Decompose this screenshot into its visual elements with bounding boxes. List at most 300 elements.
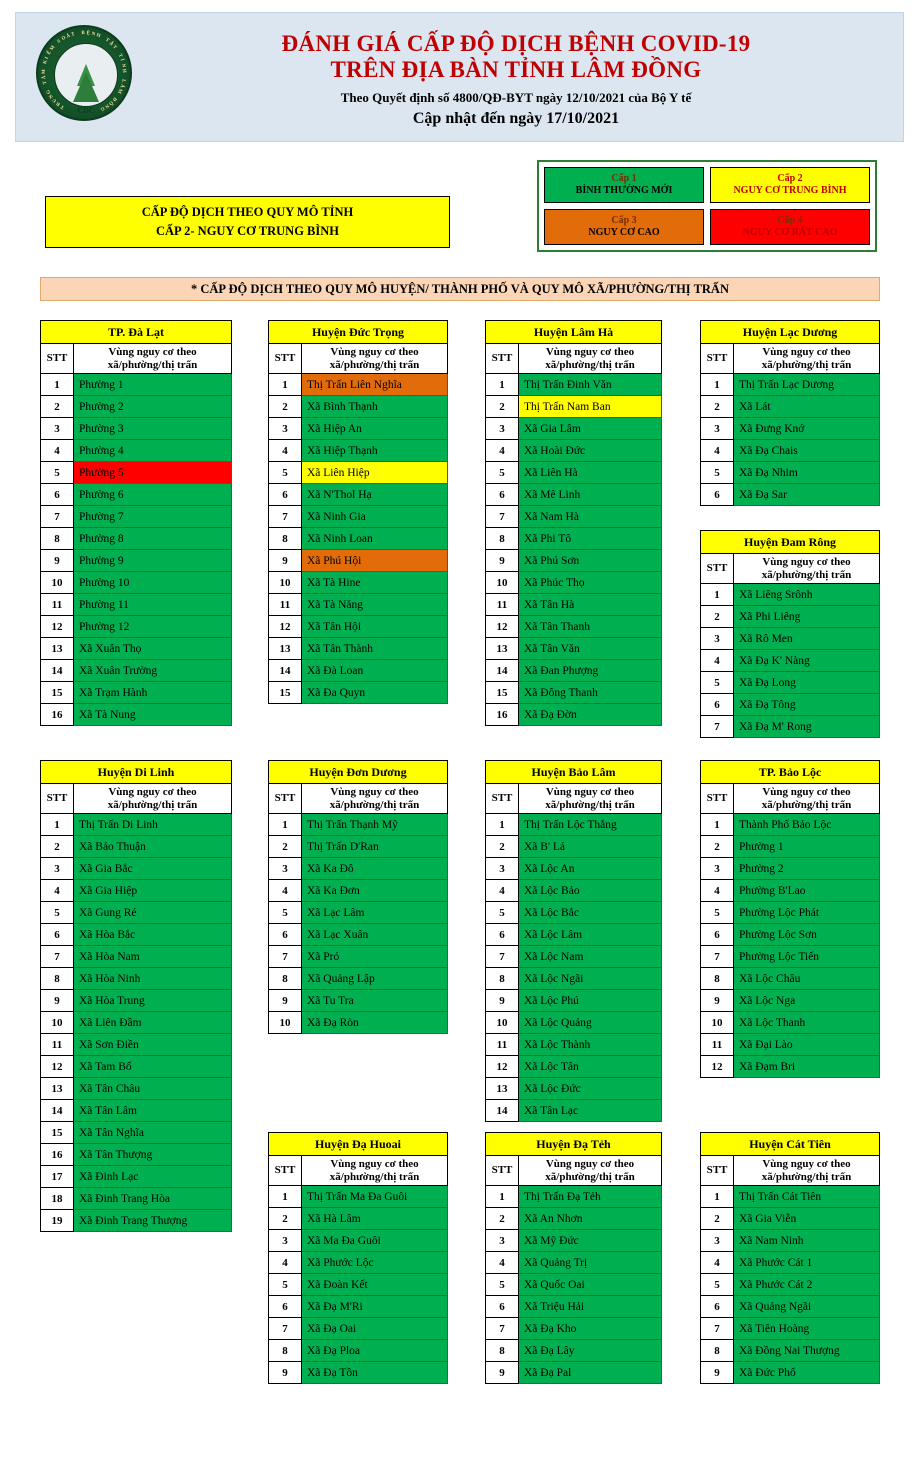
table-row: [701, 584, 880, 606]
ward-name-level-1: Xã Tà Nung: [74, 704, 232, 726]
row-index: 8: [701, 1340, 734, 1362]
row-index: 8: [269, 528, 302, 550]
ward-name-level-1: Phường 11: [74, 594, 232, 616]
column-header-zone-line2: xã/phường/thị trấn: [329, 798, 420, 811]
table-header-row: [41, 344, 232, 374]
column-header-zone-line1: Vùng nguy cơ theo: [108, 346, 197, 358]
row-index: 6: [486, 1296, 519, 1318]
row-index: 3: [701, 858, 734, 880]
row-index: 10: [41, 572, 74, 594]
ward-name-level-1: Xã Triệu Hải: [519, 1296, 662, 1318]
table-row: [41, 1012, 232, 1034]
row-index: 3: [701, 418, 734, 440]
ward-name-level-1: Xã Tân Hội: [302, 616, 448, 638]
ward-name-level-1: Xã Hiệp Thạnh: [302, 440, 448, 462]
table-huyen-da-teh: [485, 1132, 662, 1384]
ward-name-level-1: Xã Tân Lâm: [74, 1100, 232, 1122]
column-header-stt: STT: [486, 1156, 519, 1186]
legend-item-level-1: [544, 167, 704, 203]
column-header-stt: STT: [701, 1156, 734, 1186]
row-index: 1: [701, 1186, 734, 1208]
column-header-stt: STT: [269, 1156, 302, 1186]
ward-name-level-1: Thành Phố Bảo Lộc: [734, 814, 880, 836]
table-row: [701, 814, 880, 836]
table-row: [486, 1296, 662, 1318]
row-index: 11: [41, 594, 74, 616]
legend-level-4-label: NGUY CƠ RẤT CAO: [742, 227, 838, 238]
table-row: [486, 880, 662, 902]
table-row: [269, 946, 448, 968]
row-index: 2: [486, 396, 519, 418]
table-title-row: [486, 761, 662, 784]
row-index: 1: [701, 374, 734, 396]
ward-name-level-1: Xã Tiên Hoàng: [734, 1318, 880, 1340]
ward-name-level-1: Xã Hòa Nam: [74, 946, 232, 968]
ward-name-level-1: Phường 8: [74, 528, 232, 550]
table-row: [701, 946, 880, 968]
column-header-stt: STT: [486, 344, 519, 374]
row-index: 13: [41, 1078, 74, 1100]
table-row: [701, 606, 880, 628]
row-index: 3: [41, 858, 74, 880]
table-title-row: [269, 1133, 448, 1156]
ward-name-level-1: Xã B' Lá: [519, 836, 662, 858]
ward-name-level-1: Xã Mỹ Đức: [519, 1230, 662, 1252]
table-row: [41, 990, 232, 1012]
row-index: 8: [486, 1340, 519, 1362]
ward-name-level-1: Xã Ninh Loan: [302, 528, 448, 550]
table-huyen-lam-ha: [485, 320, 662, 726]
row-index: 2: [269, 836, 302, 858]
table-row: [41, 594, 232, 616]
row-index: 1: [269, 1186, 302, 1208]
row-index: 16: [41, 1144, 74, 1166]
table-row: [41, 902, 232, 924]
table-row: [269, 484, 448, 506]
table-row: [486, 682, 662, 704]
legend-level-3-label: NGUY CƠ CAO: [588, 227, 660, 238]
table-row: [269, 462, 448, 484]
row-index: 1: [269, 814, 302, 836]
ward-name-level-1: Thị Trấn Đạ Tẻh: [519, 1186, 662, 1208]
table-row: [41, 638, 232, 660]
ward-name-level-1: Xã Lát: [734, 396, 880, 418]
table-row: [269, 506, 448, 528]
ward-name-level-1: Xã Quảng Ngãi: [734, 1296, 880, 1318]
ward-name-level-1: Xã Tu Tra: [302, 990, 448, 1012]
table-row: [269, 814, 448, 836]
column-header-zone-line2: xã/phường/thị trấn: [761, 798, 852, 811]
column-header-zone-line1: Vùng nguy cơ theo: [330, 346, 419, 358]
updated-date: Cập nhật đến ngày 17/10/2021: [412, 109, 620, 127]
legend-level-3-title: Cấp 3: [611, 214, 637, 226]
table-row: [41, 858, 232, 880]
row-index: 3: [701, 628, 734, 650]
row-index: 10: [486, 572, 519, 594]
column-header-zone-line1: Vùng nguy cơ theo: [762, 786, 851, 798]
table-row: [269, 1186, 448, 1208]
row-index: 2: [701, 396, 734, 418]
table-title: TP. Đà Lạt: [41, 321, 232, 344]
row-index: 2: [486, 1208, 519, 1230]
row-index: 7: [701, 1318, 734, 1340]
row-index: 7: [486, 1318, 519, 1340]
ward-name-level-1: Xã Đạ Lây: [519, 1340, 662, 1362]
table-header-row: [486, 1156, 662, 1186]
table-row: [486, 814, 662, 836]
legend-level-1-title: Cấp 1: [611, 172, 637, 184]
ward-name-level-1: Phường 2: [74, 396, 232, 418]
ward-name-level-1: Xã Tân Thanh: [519, 616, 662, 638]
table-row: [701, 1252, 880, 1274]
column-header-stt: STT: [269, 344, 302, 374]
table-row: [41, 1100, 232, 1122]
table-title-row: [486, 1133, 662, 1156]
row-index: 8: [41, 528, 74, 550]
table-row: [486, 1100, 662, 1122]
table-row: [269, 528, 448, 550]
table-row: [486, 1208, 662, 1230]
table-row: [486, 990, 662, 1012]
table-row: [41, 1078, 232, 1100]
row-index: 5: [486, 462, 519, 484]
row-index: 17: [41, 1166, 74, 1188]
table-row: [701, 836, 880, 858]
province-level-line1: CẤP ĐỘ DỊCH THEO QUY MÔ TỈNH: [141, 205, 354, 220]
ward-name-level-1: Xã Tân Văn: [519, 638, 662, 660]
table-header-row: [269, 1156, 448, 1186]
row-index: 2: [701, 1208, 734, 1230]
row-index: 1: [41, 814, 74, 836]
row-index: 5: [701, 672, 734, 694]
table-header-row: [269, 344, 448, 374]
table-row: [269, 1318, 448, 1340]
table-title-row: [701, 321, 880, 344]
table-row: [701, 1056, 880, 1078]
table-row: [41, 1166, 232, 1188]
ward-name-level-1: Xã Đạ K' Nàng: [734, 650, 880, 672]
column-header-zone-line2: xã/phường/thị trấn: [761, 568, 852, 581]
ward-name-level-1: Xã An Nhơn: [519, 1208, 662, 1230]
row-index: 11: [701, 1034, 734, 1056]
row-index: 12: [486, 1056, 519, 1078]
legend-item-level-2: [710, 167, 870, 203]
row-index: 2: [269, 396, 302, 418]
column-header-zone-line2: xã/phường/thị trấn: [545, 358, 635, 371]
ward-name-level-1: Xã Bảo Thuận: [74, 836, 232, 858]
table-row: [701, 1034, 880, 1056]
ward-name-level-1: Xã Xuân Thọ: [74, 638, 232, 660]
table-row: [701, 1186, 880, 1208]
table-row: [701, 1230, 880, 1252]
table-row: [41, 1034, 232, 1056]
legend-item-level-4: [710, 209, 870, 245]
table-row: [486, 638, 662, 660]
row-index: 7: [269, 506, 302, 528]
table-row: [701, 1318, 880, 1340]
row-index: 14: [269, 660, 302, 682]
row-index: 4: [701, 1252, 734, 1274]
ward-name-level-1: Xã Đinh Trang Hòa: [74, 1188, 232, 1210]
row-index: 12: [701, 1056, 734, 1078]
row-index: 7: [486, 506, 519, 528]
row-index: 14: [41, 660, 74, 682]
table-row: [486, 440, 662, 462]
row-index: 5: [269, 902, 302, 924]
table-row: [701, 440, 880, 462]
row-index: 10: [269, 572, 302, 594]
ward-name-level-1: Xã Lộc Nam: [519, 946, 662, 968]
logo-inner-disc: [54, 43, 118, 115]
ward-name-level-1: Xã Lộc Phú: [519, 990, 662, 1012]
table-title-row: [41, 321, 232, 344]
table-row: [269, 1274, 448, 1296]
row-index: 12: [486, 616, 519, 638]
row-index: 1: [269, 374, 302, 396]
row-index: 6: [41, 924, 74, 946]
logo-label: CDC: [77, 106, 95, 115]
column-header-zone-line2: xã/phường/thị trấn: [329, 1170, 420, 1183]
row-index: 8: [269, 1340, 302, 1362]
table-title: Huyện Lạc Dương: [701, 321, 880, 344]
ward-name-level-1: Xã Đạ Kho: [519, 1318, 662, 1340]
ward-name-level-1: Xã Đồng Nai Thượng: [734, 1340, 880, 1362]
row-index: 9: [41, 990, 74, 1012]
table-tp-bao-loc: [700, 760, 880, 1078]
row-index: 1: [701, 584, 734, 606]
table-row: [269, 440, 448, 462]
legend-box: [537, 160, 877, 252]
page-title-line2: TRÊN ĐỊA BÀN TỈNH LÂM ĐỒNG: [330, 57, 702, 83]
row-index: 1: [486, 374, 519, 396]
row-index: 7: [41, 506, 74, 528]
table-title: Huyện Bảo Lâm: [486, 761, 662, 784]
ward-name-level-1: Xã Lạc Lâm: [302, 902, 448, 924]
ward-name-level-1: Xã Phi Liêng: [734, 606, 880, 628]
ward-name-level-1: Xã Đạ M'Ri: [302, 1296, 448, 1318]
ward-name-level-1: Xã Hoài Đức: [519, 440, 662, 462]
column-header-zone: [519, 784, 662, 814]
row-index: 9: [41, 550, 74, 572]
ward-name-level-1: Xã Đại Lào: [734, 1034, 880, 1056]
ward-name-level-1: Xã Lộc Lâm: [519, 924, 662, 946]
row-index: 4: [486, 880, 519, 902]
ward-name-level-1: Xã Liêng Srônh: [734, 584, 880, 606]
ward-name-level-1: Xã Liên Đầm: [74, 1012, 232, 1034]
table-row: [486, 506, 662, 528]
table-row: [269, 1012, 448, 1034]
ward-name-level-1: Xã Quốc Oai: [519, 1274, 662, 1296]
row-index: 3: [269, 418, 302, 440]
table-row: [486, 462, 662, 484]
table-row: [486, 902, 662, 924]
table-header-row: [701, 344, 880, 374]
row-index: 3: [486, 1230, 519, 1252]
row-index: 14: [486, 660, 519, 682]
row-index: 4: [701, 880, 734, 902]
column-header-zone-line1: Vùng nguy cơ theo: [762, 1158, 851, 1170]
table-row: [701, 650, 880, 672]
ward-name-level-1: Xã Phước Lộc: [302, 1252, 448, 1274]
row-index: 8: [41, 968, 74, 990]
table-row: [701, 418, 880, 440]
table-row: [41, 616, 232, 638]
table-row: [701, 1296, 880, 1318]
ward-name-level-1: Xã Mê Linh: [519, 484, 662, 506]
ward-name-level-2: Thị Trấn Nam Ban: [519, 396, 662, 418]
table-title: Huyện Đạ Tẻh: [486, 1133, 662, 1156]
row-index: 4: [269, 1252, 302, 1274]
ward-name-level-1: Xã Đa Quyn: [302, 682, 448, 704]
table-header-row: [701, 1156, 880, 1186]
table-title: Huyện Đơn Dương: [269, 761, 448, 784]
table-row: [486, 946, 662, 968]
row-index: 8: [486, 528, 519, 550]
ward-name-level-1: Xã Lộc Quảng: [519, 1012, 662, 1034]
column-header-stt: STT: [701, 554, 734, 584]
column-header-zone-line2: xã/phường/thị trấn: [107, 358, 198, 371]
ward-name-level-1: Thị Trấn Thạnh Mỹ: [302, 814, 448, 836]
ward-name-level-1: Phường 9: [74, 550, 232, 572]
ward-name-level-1: Phường Lộc Sơn: [734, 924, 880, 946]
table-row: [41, 836, 232, 858]
column-header-zone-line1: Vùng nguy cơ theo: [762, 346, 851, 358]
table-row: [701, 1012, 880, 1034]
table-row: [701, 1208, 880, 1230]
table-title-row: [701, 761, 880, 784]
row-index: 11: [41, 1034, 74, 1056]
table-row: [701, 924, 880, 946]
table-row: [269, 1362, 448, 1384]
ward-name-level-1: Xã Tân Hà: [519, 594, 662, 616]
column-header-zone: [74, 344, 232, 374]
row-index: 1: [486, 814, 519, 836]
row-index: 12: [41, 1056, 74, 1078]
table-row: [41, 418, 232, 440]
row-index: 6: [486, 484, 519, 506]
ward-name-level-1: Xã Đạm Bri: [734, 1056, 880, 1078]
table-row: [269, 836, 448, 858]
row-index: 9: [269, 990, 302, 1012]
ward-name-level-1: Xã Nam Hà: [519, 506, 662, 528]
table-title-row: [701, 531, 880, 554]
ward-name-level-1: Thị Trấn Di Linh: [74, 814, 232, 836]
row-index: 8: [701, 968, 734, 990]
row-index: 4: [269, 440, 302, 462]
table-row: [41, 550, 232, 572]
row-index: 9: [486, 990, 519, 1012]
row-index: 16: [486, 704, 519, 726]
row-index: 5: [269, 462, 302, 484]
ward-name-level-1: Xã Đinh Lạc: [74, 1166, 232, 1188]
ward-name-level-1: Xã Tân Châu: [74, 1078, 232, 1100]
row-index: 9: [486, 1362, 519, 1384]
table-row: [41, 374, 232, 396]
ward-name-level-1: Xã Lộc Tân: [519, 1056, 662, 1078]
table-row: [486, 550, 662, 572]
row-index: 6: [269, 484, 302, 506]
table-header-row: [269, 784, 448, 814]
ward-name-level-1: Xã Quảng Lập: [302, 968, 448, 990]
column-header-zone: [734, 1156, 880, 1186]
row-index: 6: [41, 484, 74, 506]
table-row: [701, 672, 880, 694]
row-index: 6: [701, 694, 734, 716]
ward-name-level-1: Xã Gia Hiệp: [74, 880, 232, 902]
table-huyen-bao-lam: [485, 760, 662, 1122]
ward-name-level-1: Xã Gia Viễn: [734, 1208, 880, 1230]
column-header-stt: STT: [41, 344, 74, 374]
row-index: 3: [701, 1230, 734, 1252]
ward-name-level-1: Xã Lộc Đức: [519, 1078, 662, 1100]
table-row: [41, 1056, 232, 1078]
table-row: [701, 374, 880, 396]
row-index: 2: [486, 836, 519, 858]
row-index: 4: [486, 1252, 519, 1274]
table-row: [486, 594, 662, 616]
row-index: 3: [486, 418, 519, 440]
row-index: 5: [269, 1274, 302, 1296]
table-huyen-lac-duong: [700, 320, 880, 506]
ward-name-level-1: Phường 7: [74, 506, 232, 528]
table-row: [41, 484, 232, 506]
ward-name-level-1: Xã Lộc Bảo: [519, 880, 662, 902]
row-index: 5: [701, 1274, 734, 1296]
column-header-zone-line1: Vùng nguy cơ theo: [330, 786, 419, 798]
row-index: 5: [41, 902, 74, 924]
table-title-row: [701, 1133, 880, 1156]
table-row: [701, 484, 880, 506]
ward-name-level-1: Xã Gia Bắc: [74, 858, 232, 880]
column-header-stt: STT: [701, 344, 734, 374]
table-row: [269, 396, 448, 418]
table-row: [486, 572, 662, 594]
ward-name-level-1: Xã Đà Loan: [302, 660, 448, 682]
row-index: 6: [701, 484, 734, 506]
row-index: 4: [41, 880, 74, 902]
column-header-zone: [74, 784, 232, 814]
column-header-zone: [302, 1156, 448, 1186]
column-header-zone-line1: Vùng nguy cơ theo: [330, 1158, 419, 1170]
column-header-zone: [734, 784, 880, 814]
table-row: [269, 1230, 448, 1252]
table-row: [41, 1188, 232, 1210]
table-title: Huyện Cát Tiên: [701, 1133, 880, 1156]
ward-name-level-1: Xã Tà Hine: [302, 572, 448, 594]
ward-name-level-1: Phường B'Lao: [734, 880, 880, 902]
table-row: [486, 1252, 662, 1274]
table-row: [41, 880, 232, 902]
legend-level-2-title: Cấp 2: [777, 172, 803, 184]
table-row: [269, 1296, 448, 1318]
ward-name-level-1: Xã Lộc Bắc: [519, 902, 662, 924]
row-index: 11: [486, 594, 519, 616]
ward-name-level-1: Xã Tân Nghĩa: [74, 1122, 232, 1144]
table-row: [41, 968, 232, 990]
ward-name-level-1: Xã Lộc An: [519, 858, 662, 880]
table-title-row: [486, 321, 662, 344]
row-index: 6: [701, 924, 734, 946]
column-header-zone-line1: Vùng nguy cơ theo: [762, 556, 851, 568]
ward-name-level-1: Xã Đưng Knớ: [734, 418, 880, 440]
ward-name-level-1: Xã Phi Tô: [519, 528, 662, 550]
table-row: [486, 1340, 662, 1362]
row-index: 13: [486, 1078, 519, 1100]
ward-name-level-1: Xã Tân Thành: [302, 638, 448, 660]
table-row: [41, 572, 232, 594]
table-row: [41, 506, 232, 528]
ward-name-level-1: Thị Trấn Lạc Dương: [734, 374, 880, 396]
